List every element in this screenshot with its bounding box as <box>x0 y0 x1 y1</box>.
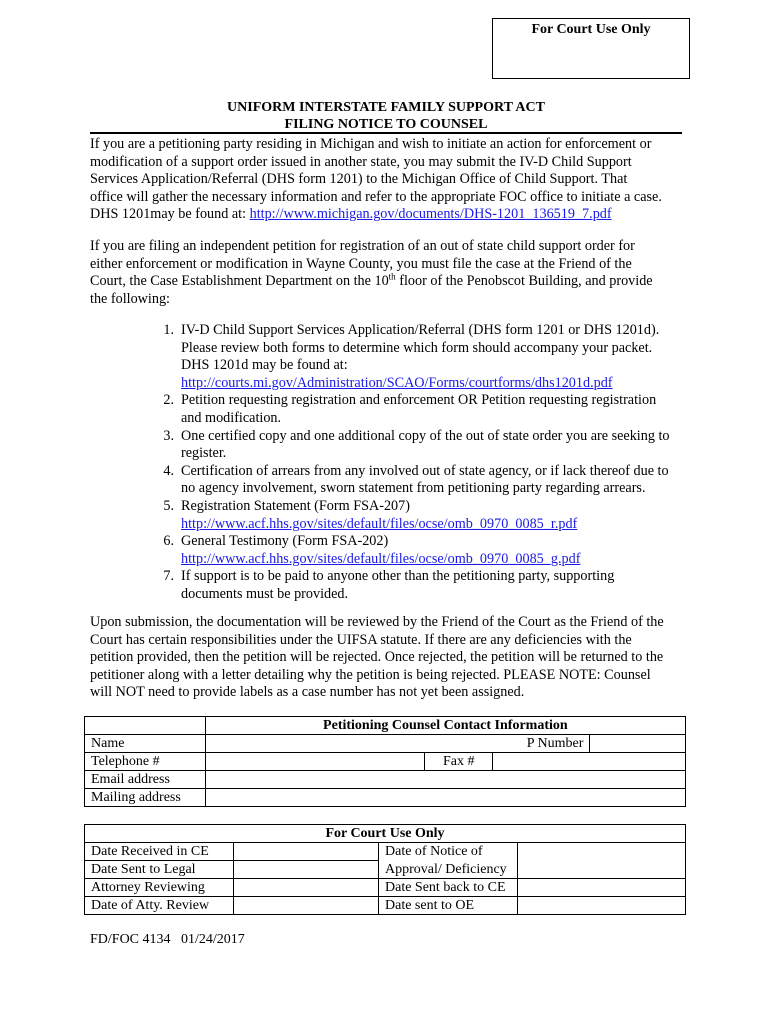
requirements-list <box>152 322 692 604</box>
list-number: 4. <box>163 462 174 479</box>
p-number-label: P Number <box>493 735 590 753</box>
contact-info-table <box>84 716 686 807</box>
paragraph-line: office will gather the necessary information and refer to the appropriate FOC office to initiate a case. <box>90 188 662 205</box>
telephone-field[interactable] <box>205 753 424 771</box>
paragraph-text: floor of the Penobscot Building, and provide <box>395 273 653 290</box>
dhs-1201-link[interactable]: http://www.michigan.gov/documents/DHS-1201_136519_7.pdf <box>249 206 612 223</box>
fsa-202-link[interactable]: http://www.acf.hhs.gov/sites/default/files/ocse/omb_0970_0085_g.pdf <box>181 550 581 567</box>
list-text: no agency involvement, sworn statement from petitioning party regarding arrears. <box>181 480 646 497</box>
link-prefix: DHS 1201may be found at: <box>90 206 250 223</box>
name-label: Name <box>85 735 206 753</box>
list-number: 1. <box>163 322 174 338</box>
date-sent-back-label: Date Sent back to CE <box>379 879 518 897</box>
paragraph-line: petitioner along with a letter detailing why the petition is being rejected. PLEASE NOTE: Counsel <box>90 666 651 683</box>
dhs-1201d-link[interactable]: http://courts.mi.gov/Administration/SCAO/Forms/courtforms/dhs1201d.pdf <box>181 374 613 391</box>
email-field[interactable] <box>205 771 685 789</box>
list-item <box>152 533 692 568</box>
list-number: 5. <box>163 497 174 514</box>
list-text: One certified copy and one additional copy of the out of state order you are seeking to <box>181 427 670 444</box>
list-item <box>152 428 692 463</box>
court-table-heading: For Court Use Only <box>85 825 686 843</box>
paragraph-line: Services Application/Referral (DHS form 1201) to the Michigan Office of Child Support. That <box>90 171 628 188</box>
page-subtitle: FILING NOTICE TO COUNSEL <box>284 117 488 132</box>
date-received-field[interactable] <box>234 843 379 861</box>
notice-label: Date of Notice of <box>379 843 518 861</box>
list-number: 7. <box>163 568 174 585</box>
list-item <box>152 392 692 427</box>
list-text: General Testimony (Form FSA-202) <box>181 533 389 550</box>
paragraph-line: Upon submission, the documentation will be reviewed by the Friend of the Court as the Friend of the <box>90 614 664 630</box>
name-field[interactable] <box>205 735 493 753</box>
paragraph-submission <box>90 614 690 702</box>
mailing-address-field[interactable] <box>205 789 685 807</box>
attorney-reviewing-label: Attorney Reviewing <box>85 879 234 897</box>
page-title: UNIFORM INTERSTATE FAMILY SUPPORT ACT <box>227 100 545 115</box>
mailing-label: Mailing address <box>85 789 206 807</box>
form-footer: FD/FOC 4134 01/24/2017 <box>90 932 245 947</box>
title-rule <box>90 132 682 134</box>
list-text: and modification. <box>181 409 282 426</box>
notice-label-cont: Approval/ Deficiency <box>379 861 518 879</box>
paragraph-line: either enforcement or modification in Wayne County, you must file the case at the Friend of the <box>90 255 632 272</box>
notice-field-cont[interactable] <box>518 861 686 879</box>
list-text: Registration Statement (Form FSA-207) <box>181 497 410 514</box>
telephone-label: Telephone # <box>85 753 206 771</box>
list-text: Petition requesting registration and enforcement OR Petition requesting registration <box>181 392 657 409</box>
paragraph-filing <box>90 238 690 308</box>
date-sent-oe-label: Date sent to OE <box>379 897 518 915</box>
list-text: register. <box>181 445 227 462</box>
list-number: 3. <box>163 427 174 444</box>
paragraph-line: If you are filing an independent petition for registration of an out of state child support order for <box>90 238 635 254</box>
email-label: Email address <box>85 771 206 789</box>
fax-field[interactable] <box>493 753 686 771</box>
superscript: th <box>388 271 396 282</box>
list-text: If support is to be paid to anyone other than the petitioning party, supporting <box>181 568 615 585</box>
date-sent-back-field[interactable] <box>518 879 686 897</box>
paragraph-text: Court, the Case Establishment Department on the 10 <box>90 273 389 290</box>
notice-field[interactable] <box>518 843 686 861</box>
date-received-label: Date Received in CE <box>85 843 234 861</box>
contact-table-heading: Petitioning Counsel Contact Information <box>205 717 685 735</box>
list-text: Certification of arrears from any involved out of state agency, or if lack thereof due to <box>181 462 669 479</box>
fsa-207-link[interactable]: http://www.acf.hhs.gov/sites/default/files/ocse/omb_0970_0085_r.pdf <box>181 515 578 532</box>
attorney-reviewing-field[interactable] <box>234 879 379 897</box>
paragraph-line: modification of a support order issued in another state, you may submit the IV-D Child Support <box>90 153 632 170</box>
date-sent-oe-field[interactable] <box>518 897 686 915</box>
paragraph-line: If you are a petitioning party residing in Michigan and wish to initiate an action for enforcement or <box>90 136 652 152</box>
paragraph-line <box>90 273 690 291</box>
list-text: IV-D Child Support Services Application/Referral (DHS form 1201 or DHS 1201d). <box>181 322 660 338</box>
list-item <box>152 463 692 498</box>
fax-label: Fax # <box>425 753 493 771</box>
list-text: DHS 1201d may be found at: <box>181 357 348 374</box>
date-sent-legal-field[interactable] <box>234 861 379 879</box>
paragraph-line: Court has certain responsibilities under the UIFSA statute. If there are any deficiencies with the <box>90 631 632 648</box>
date-atty-review-field[interactable] <box>234 897 379 915</box>
date-atty-review-label: Date of Atty. Review <box>85 897 234 915</box>
list-text: Please review both forms to determine which form should accompany your packet. <box>181 339 653 356</box>
court-use-box-label: For Court Use Only <box>531 22 651 37</box>
court-use-box <box>492 18 690 79</box>
list-number: 2. <box>163 392 174 409</box>
list-item <box>152 498 692 533</box>
paragraph-line: petition provided, then the petition will be rejected. Once rejected, the petition will be returned to the <box>90 649 664 666</box>
list-item <box>152 568 692 603</box>
table-cell <box>85 717 206 735</box>
paragraph-line <box>90 206 690 224</box>
p-number-field[interactable] <box>590 735 686 753</box>
list-item <box>152 322 692 392</box>
paragraph-line: the following: <box>90 290 170 307</box>
list-text: documents must be provided. <box>181 585 349 602</box>
court-use-table <box>84 824 686 915</box>
date-sent-legal-label: Date Sent to Legal <box>85 861 234 879</box>
paragraph-intro <box>90 136 690 224</box>
list-number: 6. <box>163 533 174 550</box>
paragraph-line: will NOT need to provide labels as a case number has not yet been assigned. <box>90 684 525 701</box>
